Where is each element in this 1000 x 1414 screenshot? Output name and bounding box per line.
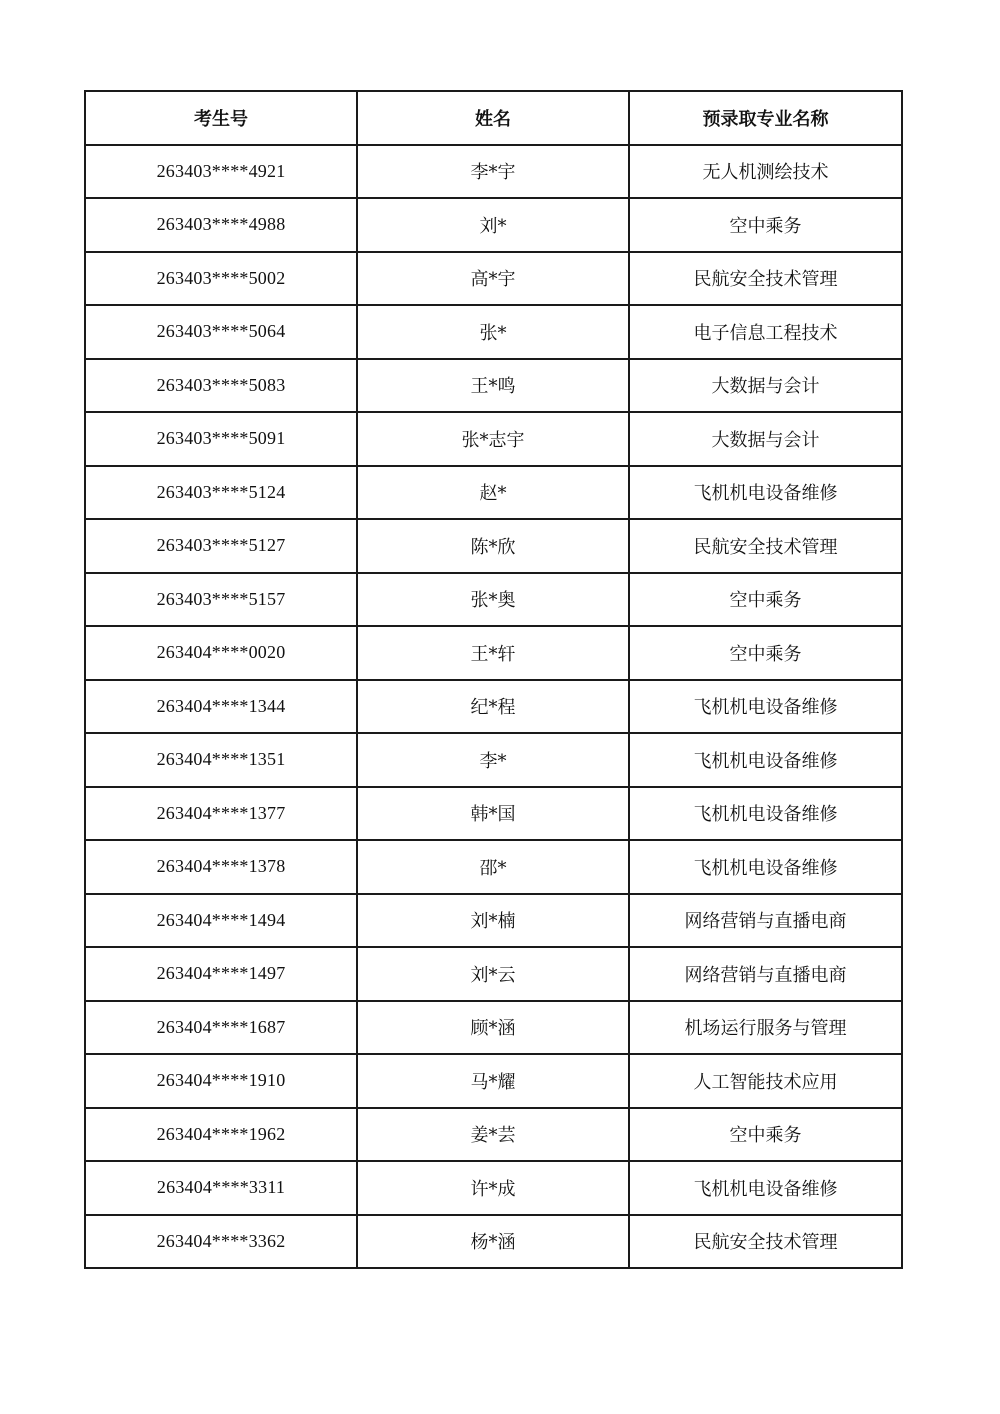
name-cell: 邵*	[357, 840, 629, 894]
major-cell: 机场运行服务与管理	[629, 1001, 902, 1055]
header-name: 姓名	[357, 91, 629, 145]
candidate-number-cell: 263403****4988	[85, 198, 357, 252]
name-cell: 王*鸣	[357, 359, 629, 413]
table-body	[85, 145, 902, 1269]
major-cell: 无人机测绘技术	[629, 145, 902, 199]
name-cell: 顾*涵	[357, 1001, 629, 1055]
candidate-number-cell: 263404****3362	[85, 1215, 357, 1269]
name-cell: 李*宇	[357, 145, 629, 199]
major-cell: 民航安全技术管理	[629, 252, 902, 306]
major-cell: 网络营销与直播电商	[629, 947, 902, 1001]
candidate-number-cell: 263404****1910	[85, 1054, 357, 1108]
candidate-number-cell: 263404****1377	[85, 787, 357, 841]
table-row	[85, 359, 902, 413]
candidate-number-cell: 263403****5064	[85, 305, 357, 359]
table-row	[85, 573, 902, 627]
major-cell: 民航安全技术管理	[629, 519, 902, 573]
table-row	[85, 626, 902, 680]
candidate-number-cell: 263404****1962	[85, 1108, 357, 1162]
major-cell: 空中乘务	[629, 1108, 902, 1162]
name-cell: 杨*涵	[357, 1215, 629, 1269]
name-cell: 刘*	[357, 198, 629, 252]
major-cell: 网络营销与直播电商	[629, 894, 902, 948]
table-row	[85, 519, 902, 573]
table-row	[85, 466, 902, 520]
major-cell: 飞机机电设备维修	[629, 680, 902, 734]
candidate-number-cell: 263404****1344	[85, 680, 357, 734]
table-row	[85, 733, 902, 787]
major-cell: 电子信息工程技术	[629, 305, 902, 359]
major-cell: 飞机机电设备维修	[629, 733, 902, 787]
major-cell: 飞机机电设备维修	[629, 1161, 902, 1215]
name-cell: 马*耀	[357, 1054, 629, 1108]
admission-table	[84, 90, 903, 1269]
candidate-number-cell: 263404****1687	[85, 1001, 357, 1055]
major-cell: 空中乘务	[629, 198, 902, 252]
table-row	[85, 305, 902, 359]
table-row	[85, 1108, 902, 1162]
header-major: 预录取专业名称	[629, 91, 902, 145]
name-cell: 韩*国	[357, 787, 629, 841]
name-cell: 刘*云	[357, 947, 629, 1001]
table-row	[85, 680, 902, 734]
name-cell: 张*	[357, 305, 629, 359]
candidate-number-cell: 263403****5091	[85, 412, 357, 466]
table-row	[85, 894, 902, 948]
major-cell: 飞机机电设备维修	[629, 466, 902, 520]
name-cell: 纪*程	[357, 680, 629, 734]
major-cell: 空中乘务	[629, 626, 902, 680]
major-cell: 人工智能技术应用	[629, 1054, 902, 1108]
candidate-number-cell: 263404****0020	[85, 626, 357, 680]
candidate-number-cell: 263403****5002	[85, 252, 357, 306]
major-cell: 空中乘务	[629, 573, 902, 627]
candidate-number-cell: 263403****5127	[85, 519, 357, 573]
major-cell: 飞机机电设备维修	[629, 840, 902, 894]
table-row	[85, 1161, 902, 1215]
candidate-number-cell: 263403****5083	[85, 359, 357, 413]
table-row	[85, 840, 902, 894]
table-row	[85, 787, 902, 841]
candidate-number-cell: 263404****1378	[85, 840, 357, 894]
table-row	[85, 947, 902, 1001]
candidate-number-cell: 263404****3311	[85, 1161, 357, 1215]
name-cell: 刘*楠	[357, 894, 629, 948]
candidate-number-cell: 263404****1497	[85, 947, 357, 1001]
table-row	[85, 1215, 902, 1269]
table-row	[85, 1054, 902, 1108]
candidate-number-cell: 263403****5124	[85, 466, 357, 520]
name-cell: 张*志宇	[357, 412, 629, 466]
name-cell: 高*宇	[357, 252, 629, 306]
table-row	[85, 252, 902, 306]
name-cell: 赵*	[357, 466, 629, 520]
name-cell: 张*奥	[357, 573, 629, 627]
name-cell: 王*轩	[357, 626, 629, 680]
major-cell: 飞机机电设备维修	[629, 787, 902, 841]
table-row	[85, 145, 902, 199]
table-row	[85, 412, 902, 466]
header-candidate-number: 考生号	[85, 91, 357, 145]
table-row	[85, 198, 902, 252]
major-cell: 大数据与会计	[629, 359, 902, 413]
candidate-number-cell: 263403****5157	[85, 573, 357, 627]
name-cell: 陈*欣	[357, 519, 629, 573]
major-cell: 民航安全技术管理	[629, 1215, 902, 1269]
name-cell: 李*	[357, 733, 629, 787]
major-cell: 大数据与会计	[629, 412, 902, 466]
table-row	[85, 1001, 902, 1055]
candidate-number-cell: 263404****1351	[85, 733, 357, 787]
candidate-number-cell: 263404****1494	[85, 894, 357, 948]
table-header-row	[85, 91, 902, 145]
name-cell: 许*成	[357, 1161, 629, 1215]
candidate-number-cell: 263403****4921	[85, 145, 357, 199]
name-cell: 姜*芸	[357, 1108, 629, 1162]
